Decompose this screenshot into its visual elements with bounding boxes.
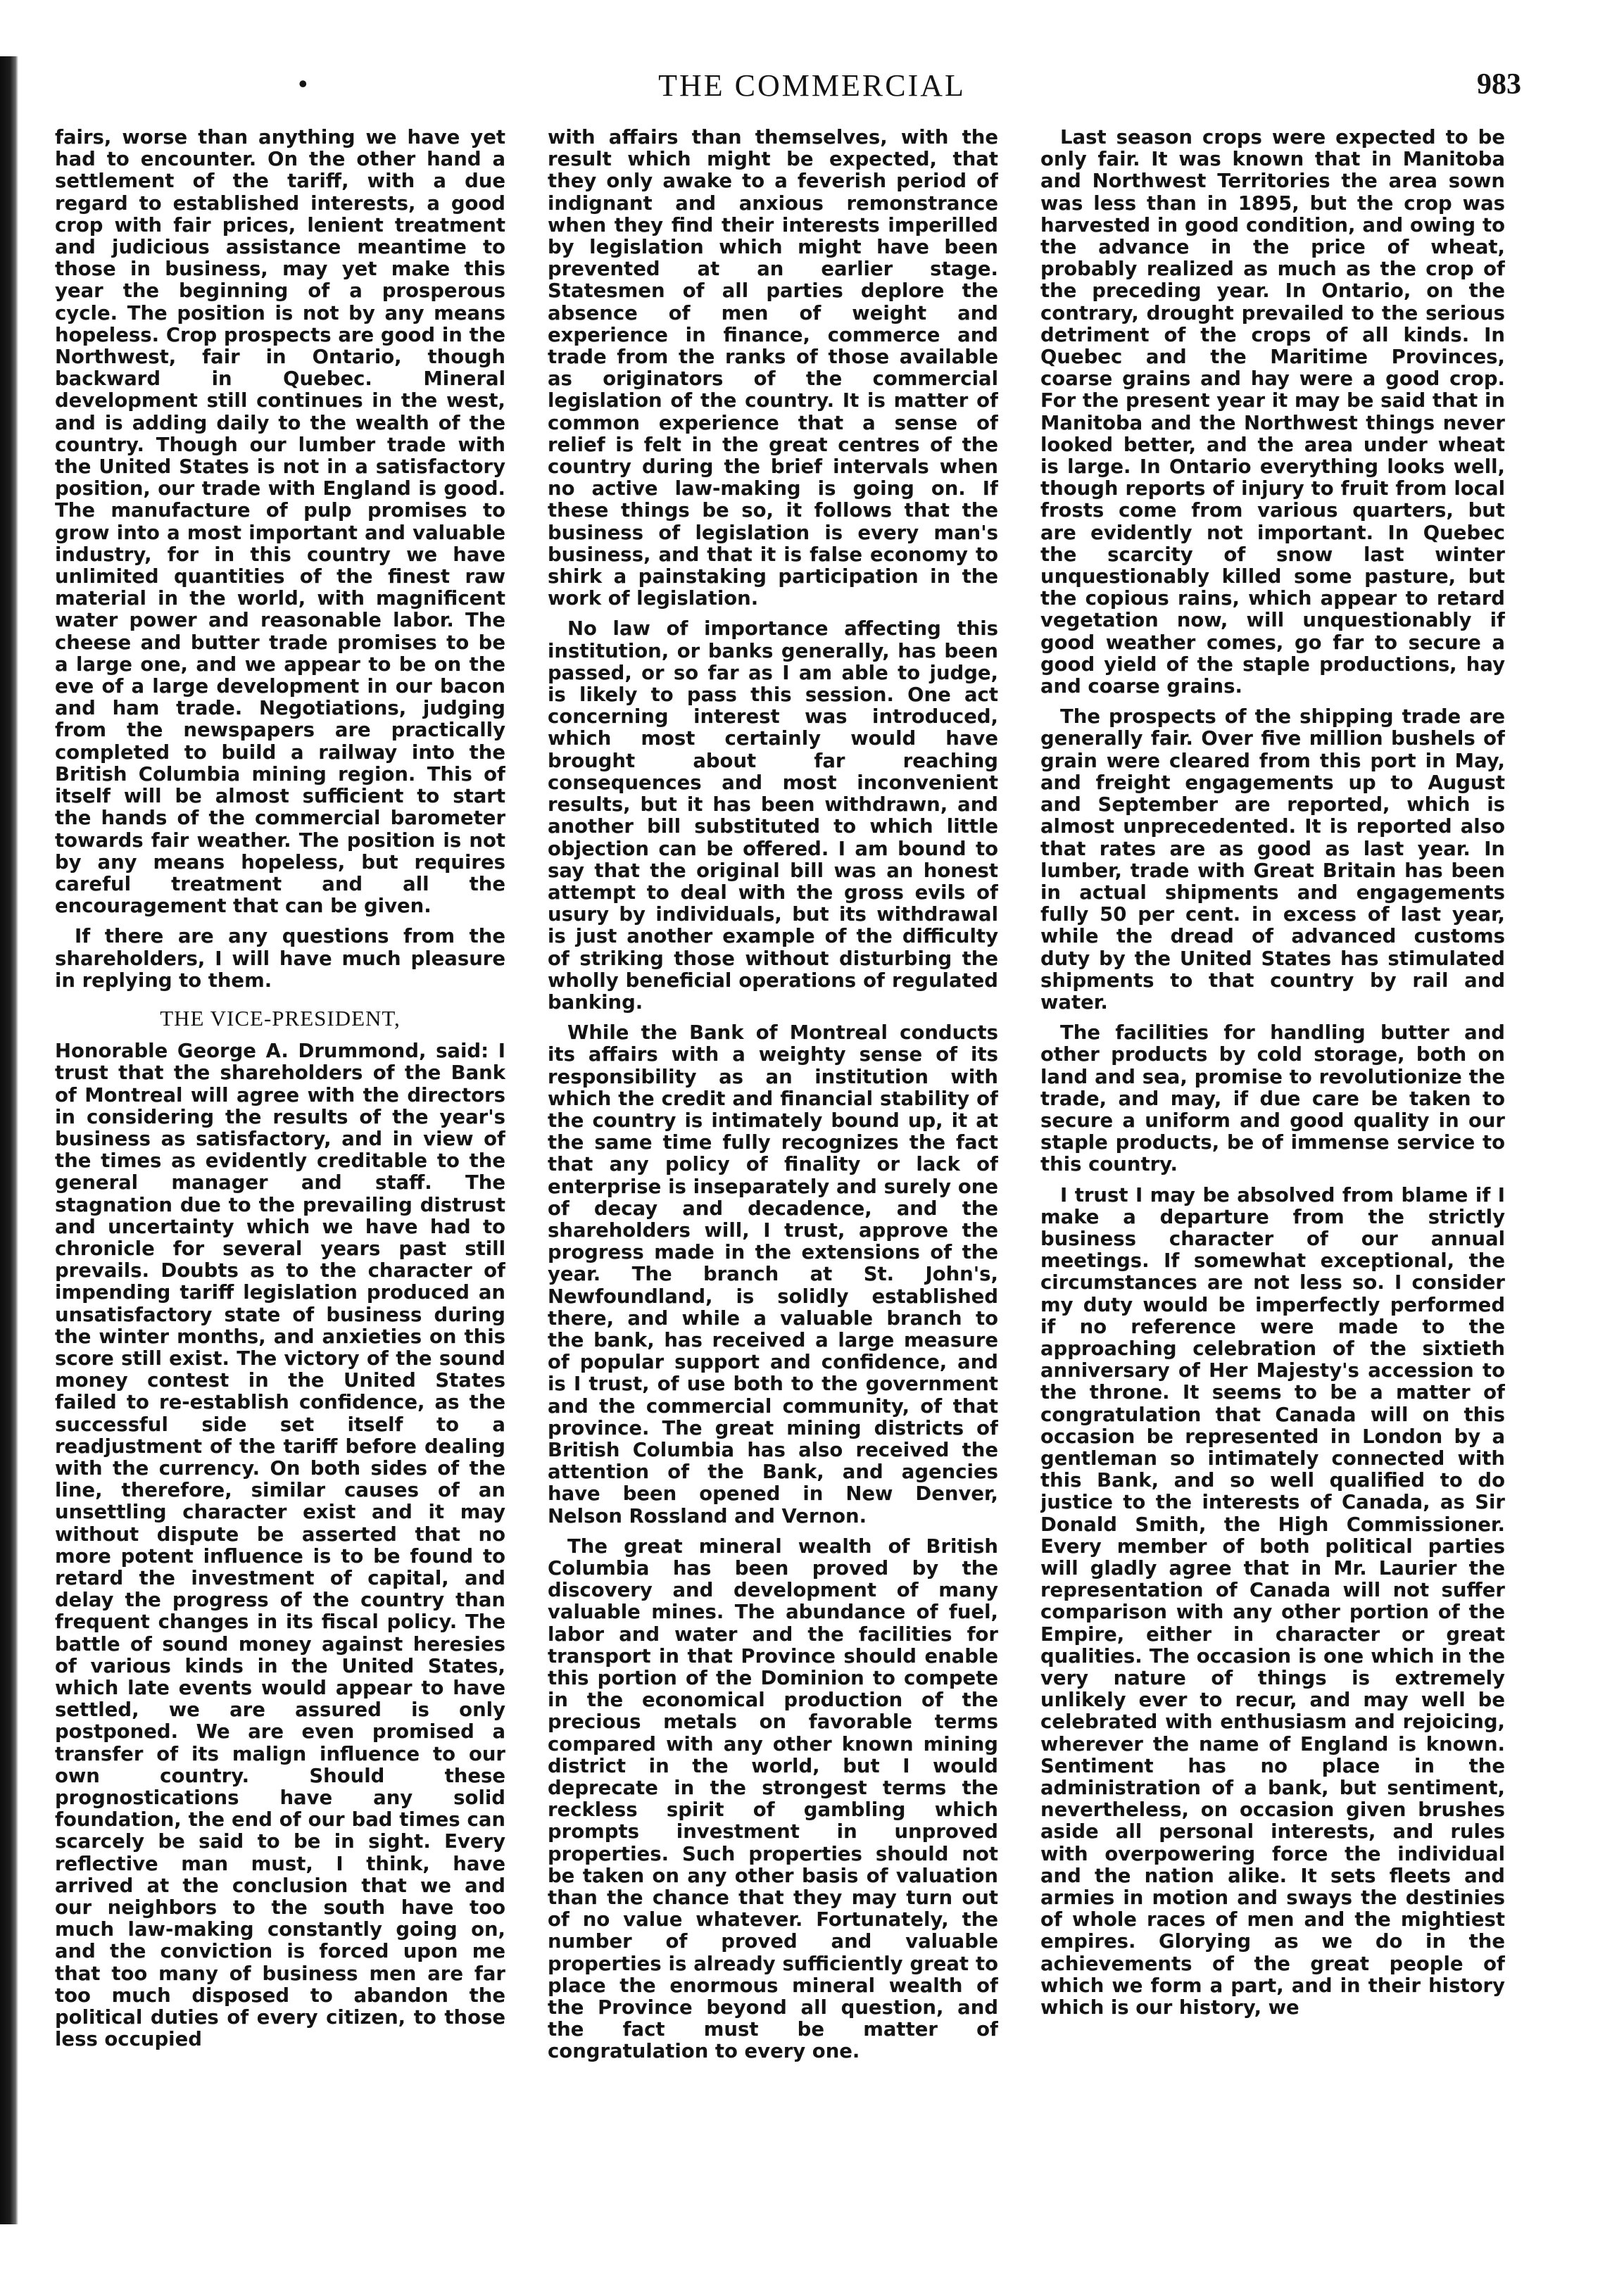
paragraph: fairs, worse than anything we have yet had to encounter. On the other hand a settlement of the tariff, with a due regard to established interests, a good crop with fair prices, lenient treatment and judicious assistance meantime to those in business, may yet make this year the beginning of a prosperous cycle. The position is not by any means hopeless. Crop prospects are good in the Northwest, fair in Ontario, though backward in Quebec. Mineral development still continues in the west, and is adding daily to the wealth of the country. Though our lumber trade with the United States is not in a satisfactory position, our trade with England is good. The manufacture of pulp promises to grow into a most important and valuable industry, for in this country we have unlimited quantities of the finest raw material in the world, with magnificent water power and reasonable labor. The cheese and butter trade promises to be a large one, and we appear to be on the eve of a large development in our bacon and ham trade. Negotiations, judging from the newspapers are practically completed to build a railway into the British Columbia mining region. This of itself will be almost sufficient to start the hands of the commercial barometer towards fair weather. The position is not by any means hopeless, but requires careful treatment and all the encouragement that can be given. bbox=[55, 127, 505, 918]
paragraph: The facilities for handling butter and other products by cold storage, both on land and sea, promise to revolutionize the trade, and may, if due care be taken to secure a uniform and good quality in our staple products, be of immense service to this country. bbox=[1040, 1021, 1505, 1176]
text-column-2 bbox=[548, 127, 998, 2231]
paragraph: No law of importance affecting this institution, or banks generally, has been passed, or so far as I am able to judge, is likely to pass this session. One act concerning interest was introduced, which most certainly would have brought about far reaching consequences and most inconvenient results, but it has been withdrawn, and another bill substituted to which little objection can be offered. I am bound to say that the original bill was an honest attempt to deal with the gross evils of usury by individuals, but its withdrawal is just another example of the difficulty of striking those without disturbing the wholly beneficial operations of regulated banking. bbox=[548, 617, 998, 1014]
paragraph: with affairs than themselves, with the result which might be expected, that they only awake to a feverish period of indignant and anxious remonstrance when they find their interests imperilled by legislation which might have been prevented at an earlier stage. Statesmen of all parties deplore the absence of men of weight and experience in finance, commerce and trade from the ranks of those available as originators of the commercial legislation of the country. It is matter of common experience that a sense of relief is felt in the great centres of the country during the brief intervals when no active law-making is going on. If these things be so, it follows that the business of legislation is every man's business, and that it is false economy to shirk a painstaking participation in the work of legislation. bbox=[548, 127, 998, 610]
text-column-1 bbox=[55, 127, 505, 2231]
header-ornament: • bbox=[298, 70, 308, 98]
paragraph: While the Bank of Montreal conducts its affairs with a weighty sense of its responsibility as an institution with which the credit and financial stability of the country is intimately bound up, it at the same time fully recognizes the fact that any policy of finality or lack of enterprise is inseparately and surely one of decay and decadence, and the shareholders will, I trust, approve the progress made in the extensions of the year. The branch at St. John's, Newfoundland, is solidly established there, and while a valuable branch to the bank, has received a large measure of popular support and confidence, and is I trust, of use both to the government and the commercial community, of that province. The great mining districts of British Columbia has also received the attention of the Bank, and agencies have been opened in New Denver, Nelson Rossland and Vernon. bbox=[548, 1021, 998, 1527]
publication-title: THE COMMERCIAL bbox=[658, 68, 966, 103]
paragraph: If there are any questions from the shareholders, I will have much pleasure in replying to them. bbox=[55, 925, 505, 992]
paragraph: Honorable George A. Drummond, said: I trust that the shareholders of the Bank of Montreal will agree with the directors in considering the results of the year's business as satisfactory, and in view of the times as evidently creditable to the general manager and staff. The stagnation due to the prevailing distrust and uncertainty which we have had to chronicle for several years past still prevails. Doubts as to the character of impending tariff legislation produced an unsatisfactory state of business during the winter months, and anxieties on this score still exist. The victory of the sound money contest in the United States failed to re-establish confidence, as the successful side set itself to a readjustment of the tariff before dealing with the currency. On both sides of the line, therefore, similar causes of an unsettling character exist and it may without dispute be asserted that no more potent influence is to be found to retard the investment of capital, and delay the progress of the country than frequent changes in its fiscal policy. The battle of sound money against heresies of various kinds in the United States, which late events would appear to have settled, we are assured is only postponed. We are even promised a transfer of its malign influence to our own country. Should these prognostications have any solid foundation, the end of our bad times can scarcely be said to be in sight. Every reflective man must, I think, have arrived at the conclusion that we and our neighbors to the south have too much law-making constantly going on, and the conviction is forced upon me that too many of business men are far too much disposed to abandon the political duties of every citizen, to those less occupied bbox=[55, 1040, 505, 2051]
paragraph: Last season crops were expected to be only fair. It was known that in Manitoba and Northwest Territories the area sown was less than in 1895, but the crop was harvested in good condition, and owing to the advance in the price of wheat, probably realized as much as the crop of the preceding year. In Ontario, on the contrary, drought prevailed to the serious detriment of the crops of all kinds. In Quebec and the Maritime Provinces, coarse grains and hay were a good crop. For the present year it may be said that in Manitoba and the Northwest things never looked better, and the area under wheat is large. In Ontario everything looks well, though reports of injury to fruit from local frosts come from various quarters, but are evidently not important. In Quebec the scarcity of snow last winter unquestionably killed some pasture, but the copious rains, which appear to retard vegetation now, will unquestionably if good weather comes, go far to secure a good yield of the staple productions, hay and coarse grains. bbox=[1040, 127, 1505, 698]
page-number: 983 bbox=[1477, 68, 1521, 101]
paragraph: I trust I may be absolved from blame if I make a departure from the strictly business character of our annual meetings. If somewhat exceptional, the circumstances are not less so. I consider my duty would be imperfectly performed if no reference were made to the approaching celebration of the sixtieth anniversary of Her Majesty's accession to the throne. It seems to be a matter of congratulation that Canada will on this occasion be represented in London by a gentleman so intimately connected with this Bank, and so well qualified to do justice to the interests of Canada, as Sir Donald Smith, the High Commissioner. Every member of both political parties will gladly agree that in Mr. Laurier the representation of Canada will not suffer comparison with any other portion of the Empire, either in character or great qualities. The occasion is one which in the very nature of things is extremely unlikely ever to recur, and may well be celebrated with enthusiasm and rejoicing, wherever the name of England is known. Sentiment has no place in the administration of a bank, but sentiment, nevertheless, on occasion given brushes aside all personal interests, and rules with overpowering force the individual and the nation alike. It sets fleets and armies in motion and sways the destinies of whole races of men and the mightiest empires. Glorying as we do in the achievements of the great people of which we form a part, and in their history which is our history, we bbox=[1040, 1183, 1505, 2019]
section-heading: THE VICE-PRESIDENT, bbox=[160, 1005, 401, 1031]
page-header bbox=[0, 65, 1624, 114]
text-column-3 bbox=[1040, 127, 1505, 2231]
paragraph: The great mineral wealth of British Columbia has been proved by the discovery and development of many valuable mines. The abundance of fuel, labor and water and the facilities for transport in that Province should enable this portion of the Dominion to compete in the economical production of the precious metals on favorable terms compared with any other known mining district in the world, but I would deprecate in the strongest terms the reckless spirit of gambling which prompts investment in unproved properties. Such properties should not be taken on any other basis of valuation than the chance that they may turn out of no value whatever. Fortunately, the number of proved and valuable properties is already sufficiently great to place the enormous mineral wealth of the Province beyond all question, and the fact must be matter of congratulation to every one. bbox=[548, 1534, 998, 2063]
article-columns bbox=[55, 127, 1505, 2231]
paragraph: The prospects of the shipping trade are generally fair. Over five million bushels of grain were cleared from this port in May, and freight engagements up to August and September are reported, which is almost unprecedented. It is reported also that rates are as good as last year. In lumber, trade with Great Britain has been in actual shipments and engagements fully 50 per cent. in excess of last year, while the dread of advanced customs duty by the United States has stimulated shipments to that country by rail and water. bbox=[1040, 705, 1505, 1014]
page-binding-shadow bbox=[0, 56, 18, 2224]
